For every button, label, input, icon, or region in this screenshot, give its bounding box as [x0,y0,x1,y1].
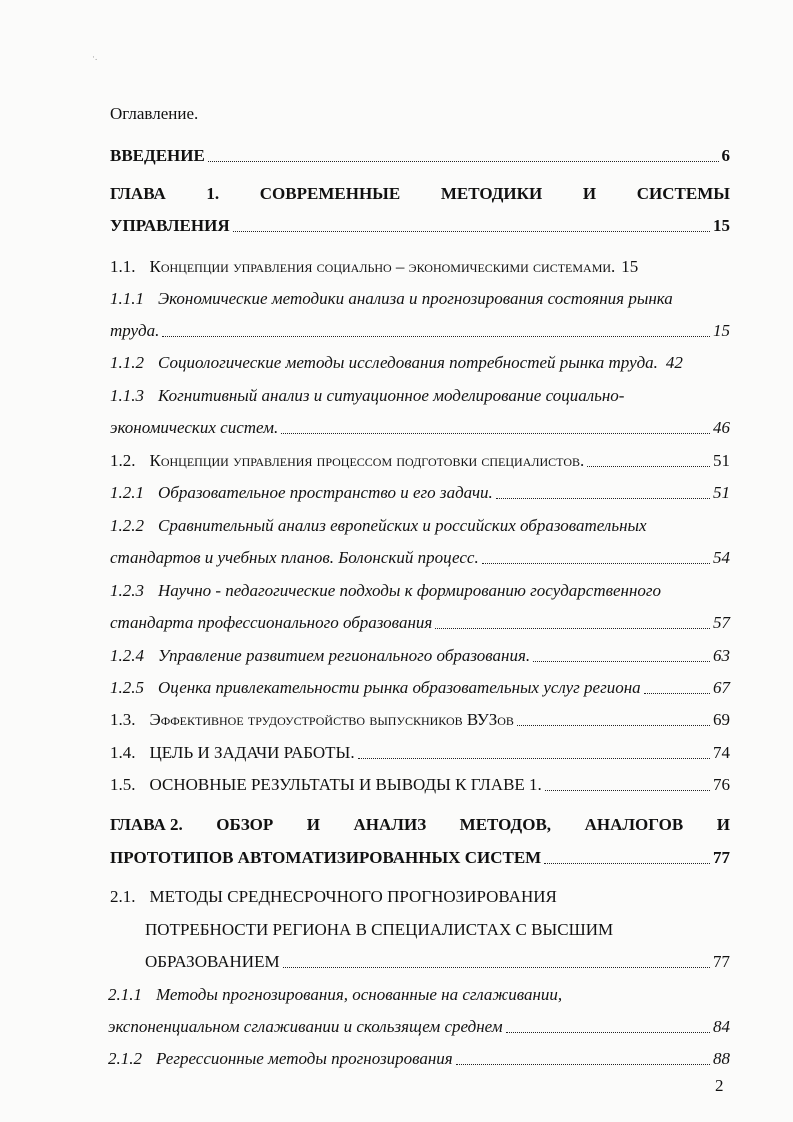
entry-page: 76 [713,775,730,794]
leader-dots [544,863,710,864]
toc-entry-1-1-1-line2[interactable] [110,321,730,341]
leader-dots [358,758,710,759]
entry-page: 77 [713,952,730,971]
entry-title: ОБРАЗОВАНИЕМ [145,952,280,971]
entry-page: 77 [713,848,730,867]
entry-number: 1.2.5 [110,678,144,697]
leader-dots [162,336,710,337]
toc-entry-2-1-1-line1[interactable] [108,985,730,1005]
toc-entry-1-3[interactable] [110,710,730,730]
word: И [716,815,730,834]
toc-entry-2-1-line2[interactable] [145,920,730,940]
entry-title: стандартов и учебных планов. Болонский процесс. [110,548,479,567]
toc-entry-introduction[interactable] [110,146,730,166]
toc-entry-1-2-3-line2[interactable] [110,613,730,633]
leader-dots [208,161,719,162]
entry-title: Научно - педагогические подходы к формированию государственного [158,581,662,600]
page-number: 2 [715,1076,724,1095]
entry-number: 1.2. [110,451,136,470]
entry-page: 67 [713,678,730,697]
entry-title: Образовательное пространство и его задачи. [158,483,493,502]
entry-number: 1.4. [110,743,136,762]
entry-title: Концепции управления процессом подготовки специалистов. [149,451,585,470]
toc-entry-1-2-2-line1[interactable] [110,516,730,536]
entry-title: Управление развитием регионального образования. [158,646,531,665]
leader-dots [281,433,710,434]
leader-dots [456,1064,710,1065]
entry-page: 15 [621,257,639,276]
entry-title: ПРОТОТИПОВ АВТОМАТИЗИРОВАННЫХ СИСТЕМ [110,848,542,867]
toc-entry-1-5[interactable] [110,775,730,795]
entry-number: 1.1.2 [110,353,144,372]
leader-dots [506,1032,710,1033]
toc-entry-1-1[interactable] [110,257,730,277]
toc-entry-2-1-2[interactable] [108,1049,730,1069]
entry-page: 74 [713,743,730,762]
entry-page: 51 [713,451,730,470]
word: 1. [206,184,220,203]
entry-number: 1.1. [110,257,136,276]
word: АНАЛОГОВ [584,815,684,834]
leader-dots [517,725,710,726]
word: МЕТОДОВ, [459,815,552,834]
entry-number: 1.3. [110,710,136,729]
toc-entry-2-1-line1[interactable] [110,887,730,907]
entry-page: 15 [713,321,730,340]
entry-title: Когнитивный анализ и ситуационное моделирование социально- [158,386,625,405]
entry-number: 2.1. [110,887,136,906]
toc-entry-1-2-4[interactable] [110,646,730,666]
word: СИСТЕМЫ [636,184,730,203]
entry-page: 51 [713,483,730,502]
scan-artifact: ·. [92,52,98,62]
entry-title: Экономические методики анализа и прогнозирования состояния рынка [158,289,673,308]
word: СОВРЕМЕННЫЕ [259,184,401,203]
word: И [582,184,597,203]
entry-title: труда. [110,321,160,340]
entry-title: Эффективное трудоустройство выпускников ВУЗов [149,710,514,729]
entry-page: 42 [665,353,683,372]
entry-number: 2.1.2 [108,1049,142,1068]
toc-entry-chapter-2-line2[interactable] [110,848,730,868]
toc-entry-1-2-5[interactable] [110,678,730,698]
entry-title: Регрессионные методы прогнозирования [156,1049,453,1068]
toc-entry-1-2[interactable] [110,451,730,471]
entry-title: стандарта профессионального образования [110,613,433,632]
word: МЕТОДИКИ [440,184,543,203]
toc-entry-1-1-2[interactable] [110,353,730,373]
leader-dots [496,498,710,499]
toc-entry-chapter-1-line2[interactable] [110,216,730,236]
leader-dots [587,466,710,467]
entry-page: 63 [713,646,730,665]
toc-entry-1-1-1-line1[interactable] [110,289,730,309]
entry-title: Социологические методы исследования потребностей рынка труда. [158,353,658,372]
toc-entry-2-1-1-line2[interactable] [108,1017,730,1037]
leader-dots [545,790,710,791]
leader-dots [233,231,710,232]
entry-title: Оценка привлекательности рынка образовательных услуг региона [158,678,641,697]
word: АНАЛИЗ [353,815,427,834]
word: ОБЗОР [216,815,274,834]
entry-page: 69 [713,710,730,729]
entry-number: 1.2.2 [110,516,144,535]
entry-page: 57 [713,613,730,632]
entry-title: Методы прогнозирования, основанные на сглаживании, [156,985,563,1004]
entry-page: 88 [713,1049,730,1068]
entry-page: 46 [713,418,730,437]
entry-page: 15 [713,216,730,235]
leader-dots [482,563,710,564]
entry-number: 1.2.4 [110,646,144,665]
toc-heading: Оглавление. [110,104,199,123]
entry-page: 84 [713,1017,730,1036]
leader-dots [533,661,710,662]
entry-title: ЦЕЛЬ И ЗАДАЧИ РАБОТЫ. [149,743,355,762]
entry-title: ОСНОВНЫЕ РЕЗУЛЬТАТЫ И ВЫВОДЫ К ГЛАВЕ 1. [149,775,542,794]
toc-entry-chapter-1-line1[interactable] [110,184,730,204]
toc-entry-chapter-2-line1[interactable] [110,815,730,835]
entry-title: Концепции управления социально – экономическими системами. [149,257,616,276]
entry-number: 1.1.3 [110,386,144,405]
word: ГЛАВА 2. [110,815,183,834]
entry-title: УПРАВЛЕНИЯ [110,216,230,235]
leader-dots [644,693,710,694]
entry-page: 6 [721,146,730,165]
toc-entry-1-2-2-line2[interactable] [110,548,730,568]
leader-dots [435,628,710,629]
entry-number: 2.1.1 [108,985,142,1004]
entry-number: 1.5. [110,775,136,794]
entry-page: 54 [713,548,730,567]
toc-entry-1-1-3-line2[interactable] [110,418,730,438]
entry-title: МЕТОДЫ СРЕДНЕСРОЧНОГО ПРОГНОЗИРОВАНИЯ [149,887,557,906]
toc-entry-1-2-1[interactable] [110,483,730,503]
entry-title: экспоненциальном сглаживании и скользящем среднем [108,1017,503,1036]
word: ГЛАВА [110,184,166,203]
entry-title: ПОТРЕБНОСТИ РЕГИОНА В СПЕЦИАЛИСТАХ С ВЫСШИМ [145,920,614,939]
toc-entry-1-2-3-line1[interactable] [110,581,730,601]
toc-entry-1-4[interactable] [110,743,730,763]
entry-title: ВВЕДЕНИЕ [110,146,205,165]
entry-title: экономических систем. [110,418,279,437]
entry-title: Сравнительный анализ европейских и российских образовательных [158,516,647,535]
word: И [306,815,321,834]
leader-dots [283,967,710,968]
toc-entry-1-1-3-line1[interactable] [110,386,730,406]
entry-number: 1.2.3 [110,581,144,600]
entry-number: 1.2.1 [110,483,144,502]
toc-entry-2-1-line3[interactable] [145,952,730,972]
entry-number: 1.1.1 [110,289,144,308]
